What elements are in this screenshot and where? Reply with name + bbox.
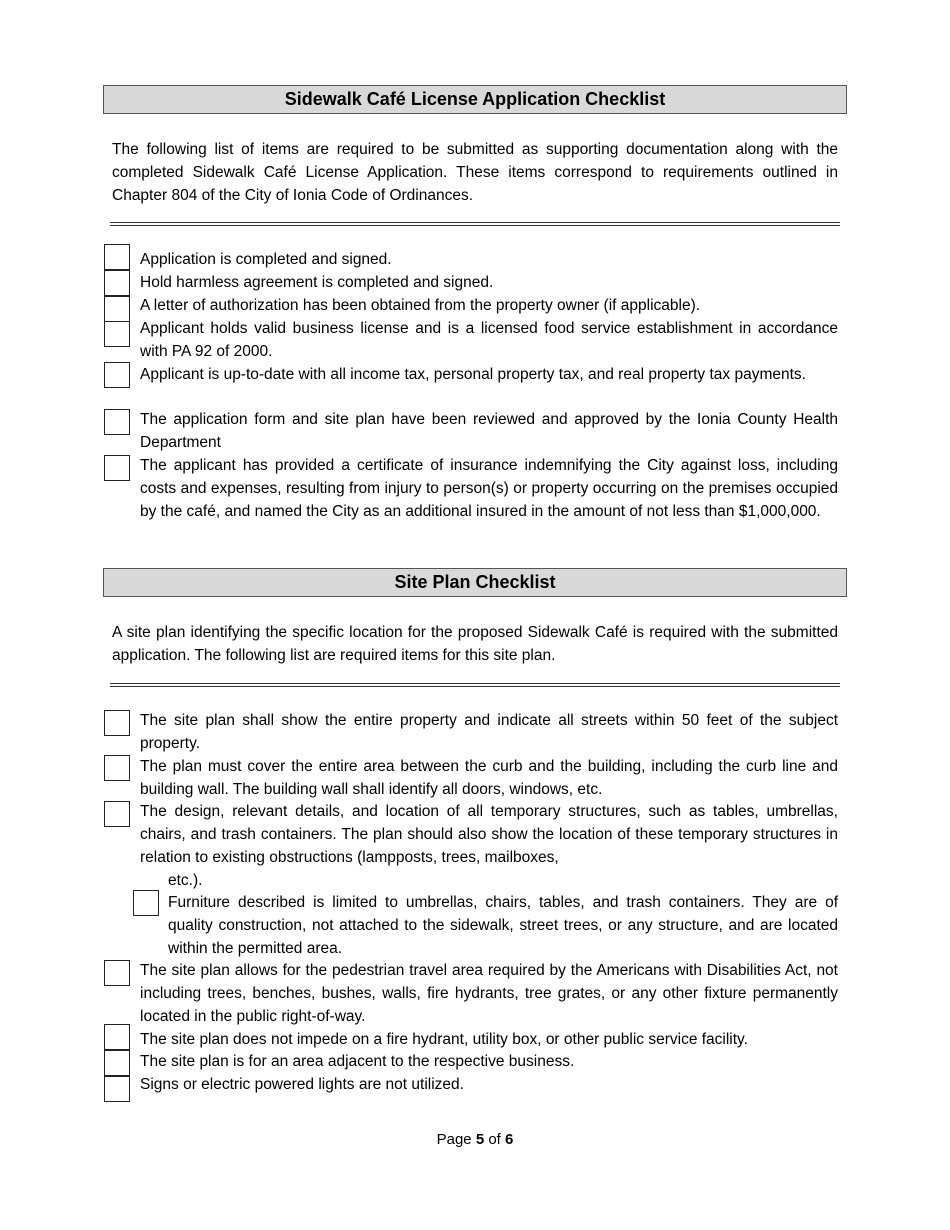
checkbox-letter-authorization[interactable]	[104, 296, 130, 322]
checklist-item: The applicant has provided a certificate of insurance indemnifying the City against loss, including costs and expenses, resulting from injury to person(s) or property occurring on the premises occupied by the café, and named the City as an additional insured in the amount of not less than $1,000,000.	[140, 457, 838, 520]
section-divider	[110, 683, 840, 687]
license-checklist-title: Sidewalk Café License Application Checklist	[103, 85, 847, 114]
checklist-item: The site plan is for an area adjacent to the respective business.	[140, 1053, 575, 1070]
checkbox-adjacent-area[interactable]	[104, 1050, 130, 1076]
checklist-item-continuation: etc.).	[168, 872, 203, 889]
checkbox-insurance-certificate[interactable]	[104, 455, 130, 481]
checklist-item-text: The design, relevant details, and location of all temporary structures, such as tables, umbrellas, chairs, and trash containers. The plan should also show the location of these temporary structures in relation to existing obstructions (lampposts, trees, mailboxes,	[140, 803, 838, 866]
checklist-subitem: Furniture described is limited to umbrellas, chairs, tables, and trash containers. They are of quality construction, not attached to the sidewalk, street trees, or any structure, and are located within the permitted area.	[168, 894, 838, 957]
checklist-item: Applicant is up-to-date with all income tax, personal property tax, and real property tax payments.	[140, 366, 806, 383]
checklist-item: The site plan does not impede on a fire hydrant, utility box, or other public service facility.	[140, 1031, 748, 1048]
checkbox-health-department[interactable]	[104, 409, 130, 435]
site-plan-checklist-title: Site Plan Checklist	[103, 568, 847, 597]
checklist-item: Application is completed and signed.	[140, 251, 392, 268]
page-number	[0, 1131, 950, 1148]
checklist-item: Hold harmless agreement is completed and signed.	[140, 274, 494, 291]
license-checklist-intro: The following list of items are required to be submitted as supporting documentation along with the completed Sidewalk Café License Application. These items correspond to requirements outlined in Chapter 804 of the City of Ionia Code of Ordinances.	[112, 141, 838, 204]
page-label: Page	[436, 1131, 472, 1148]
checklist-item: The site plan allows for the pedestrian travel area required by the Americans with Disabilities Act, not including trees, benches, bushes, walls, fire hydrants, tree grates, or any other fixture permanently located in the public right-of-way.	[140, 962, 838, 1025]
checklist-item: The plan must cover the entire area between the curb and the building, including the curb line and building wall. The building wall shall identify all doors, windows, etc.	[140, 758, 838, 798]
checkbox-pedestrian-travel-area[interactable]	[104, 960, 130, 986]
checkbox-curb-building-area[interactable]	[104, 755, 130, 781]
checklist-item	[140, 800, 838, 892]
checkbox-fire-hydrant[interactable]	[104, 1024, 130, 1050]
checklist-item: Signs or electric powered lights are not utilized.	[140, 1076, 464, 1093]
checklist-item: Applicant holds valid business license and is a licensed food service establishment in accordance with PA 92 of 2000.	[140, 320, 838, 360]
checkbox-hold-harmless[interactable]	[104, 270, 130, 296]
checkbox-signs-lights[interactable]	[104, 1076, 130, 1102]
checkbox-application-completed[interactable]	[104, 244, 130, 270]
checklist-item: The site plan shall show the entire property and indicate all streets within 50 feet of the subject property.	[140, 712, 838, 752]
section-divider	[110, 222, 840, 226]
checklist-item: The application form and site plan have been reviewed and approved by the Ionia County Health Department	[140, 411, 838, 451]
checkbox-entire-property[interactable]	[104, 710, 130, 736]
current-page: 5	[475, 1131, 485, 1148]
of-label: of	[488, 1131, 501, 1148]
total-pages: 6	[505, 1131, 514, 1148]
checkbox-temporary-structures[interactable]	[104, 801, 130, 827]
checklist-item: A letter of authorization has been obtained from the property owner (if applicable).	[140, 297, 701, 314]
checkbox-tax-up-to-date[interactable]	[104, 362, 130, 388]
checkbox-furniture-limited[interactable]	[133, 890, 159, 916]
checkbox-business-license[interactable]	[104, 321, 130, 347]
site-plan-intro: A site plan identifying the specific location for the proposed Sidewalk Café is required with the submitted application. The following list are required items for this site plan.	[112, 624, 838, 664]
